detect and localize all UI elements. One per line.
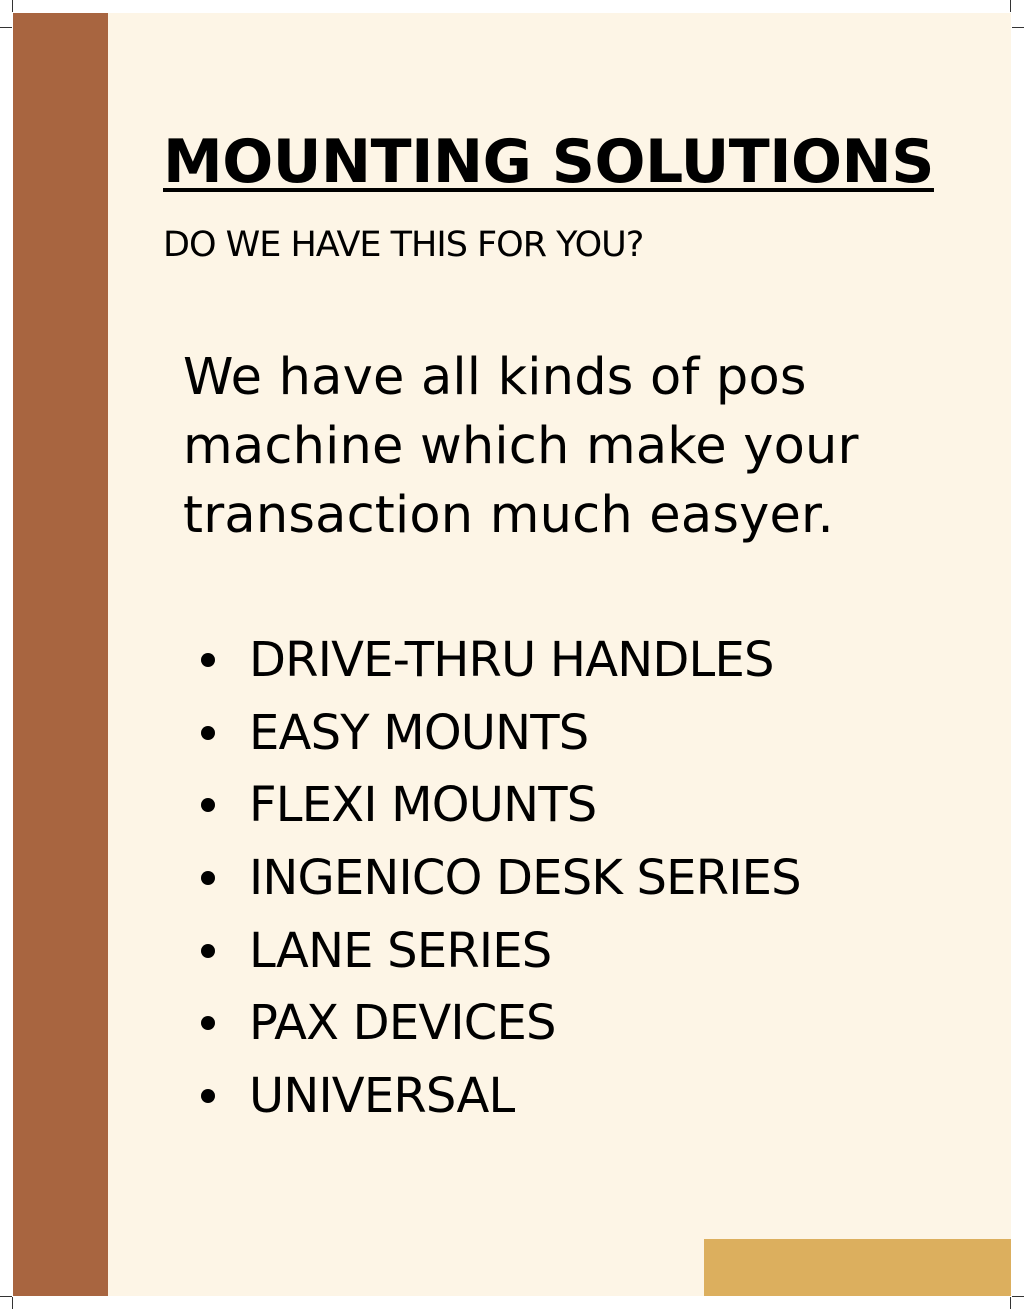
- crop-mark: [1010, 0, 1011, 12]
- decorative-side-bar: [13, 13, 108, 1296]
- product-list: [201, 624, 801, 1132]
- intro-paragraph: We have all kinds of pos machine which make your transaction much easyer.: [183, 348, 859, 545]
- list-item: [201, 987, 801, 1060]
- crop-mark: [0, 27, 12, 28]
- flyer-sheet: [13, 13, 1011, 1296]
- crop-mark: [1010, 1297, 1011, 1309]
- product-label: EASY MOUNTS: [249, 704, 589, 761]
- list-item: [201, 1060, 801, 1133]
- list-item: [201, 914, 801, 987]
- crop-mark: [0, 1296, 12, 1297]
- product-label: LANE SERIES: [249, 922, 552, 979]
- bullet-icon: [201, 1089, 215, 1103]
- crop-mark: [1012, 27, 1024, 28]
- bullet-icon: [201, 871, 215, 885]
- bullet-icon: [201, 798, 215, 812]
- flyer-subtitle: DO WE HAVE THIS FOR YOU?: [163, 225, 644, 265]
- list-item: [201, 769, 801, 842]
- list-item: [201, 624, 801, 697]
- product-label: FLEXI MOUNTS: [249, 777, 597, 834]
- product-label: DRIVE-THRU HANDLES: [249, 632, 774, 689]
- product-label: PAX DEVICES: [249, 995, 556, 1052]
- bullet-icon: [201, 944, 215, 958]
- decorative-corner-block: [704, 1239, 1011, 1296]
- bullet-icon: [201, 653, 215, 667]
- flyer-title: MOUNTING SOLUTIONS: [163, 127, 934, 197]
- product-label: INGENICO DESK SERIES: [249, 850, 801, 907]
- crop-mark: [1012, 1296, 1024, 1297]
- crop-mark: [12, 0, 13, 12]
- bullet-icon: [201, 1016, 215, 1030]
- crop-mark: [12, 1297, 13, 1309]
- product-label: UNIVERSAL: [249, 1067, 515, 1124]
- list-item: [201, 842, 801, 915]
- bullet-icon: [201, 726, 215, 740]
- list-item: [201, 697, 801, 770]
